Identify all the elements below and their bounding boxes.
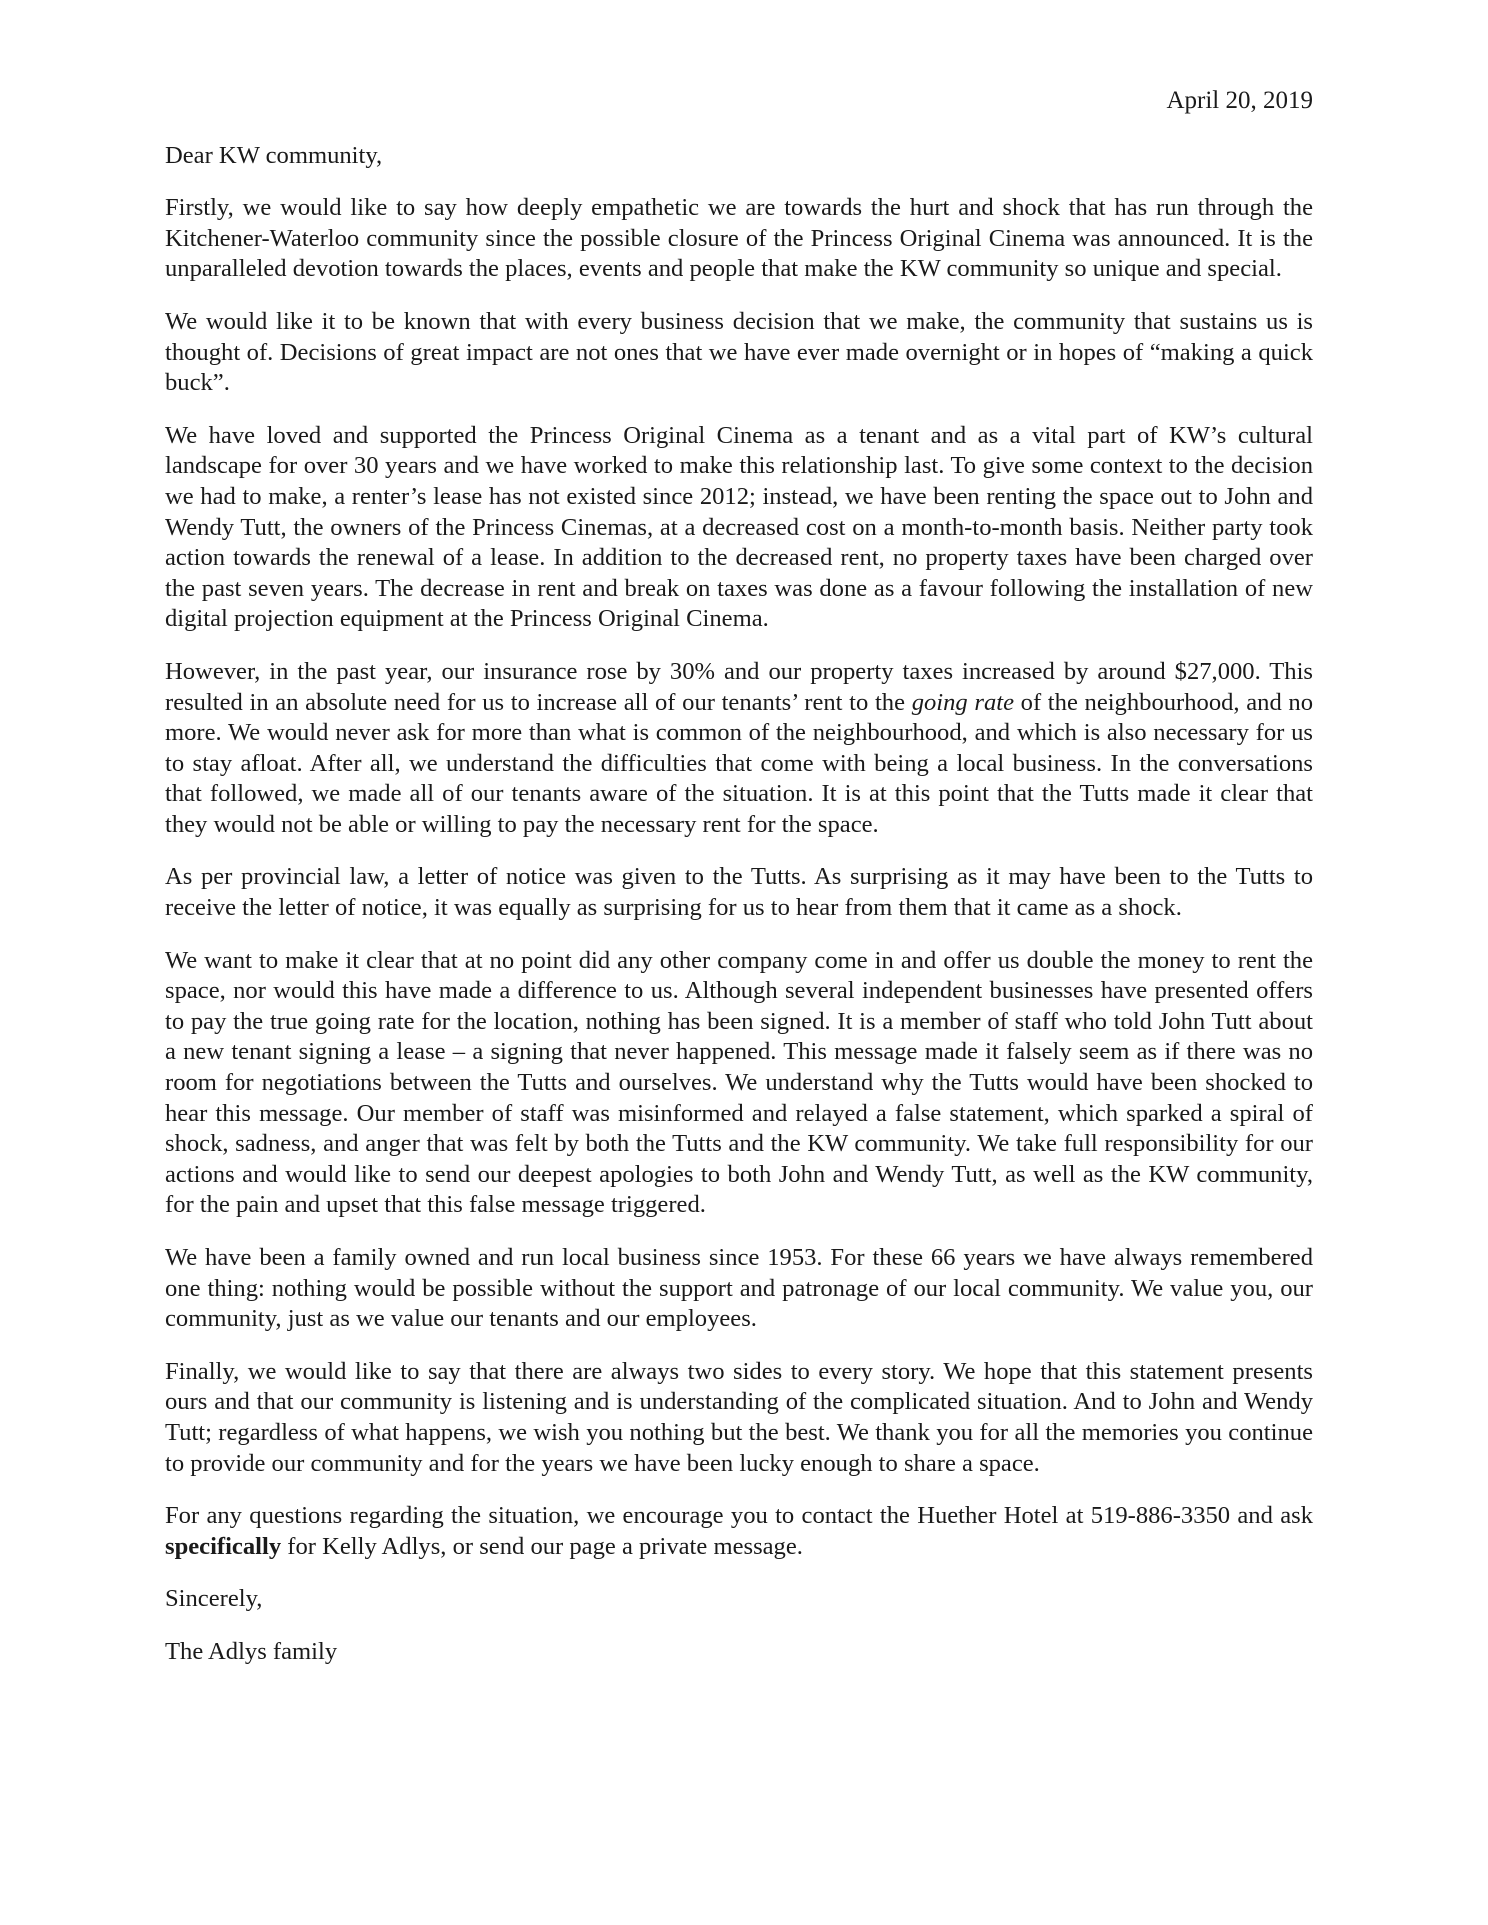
salutation: Dear KW community,	[165, 141, 383, 169]
paragraph-8: Finally, we would like to say that there are always two sides to every story. We hope that this statement presents ours and that our community is listening and is understanding of the complicated situation. And to John and Wendy Tutt; regardless of what happens, we wish you nothing but the best. We thank you for all the memories you continue to provide our community and for the years we have been lucky enough to share a space.	[165, 1357, 1313, 1477]
signature: The Adlys family	[165, 1637, 338, 1665]
paragraph-7: We have been a family owned and run local business since 1953. For these 66 years we have always remembered one thing: nothing would be possible without the support and patronage of our local community. We value you, our community, just as we value our tenants and our employees.	[165, 1244, 1313, 1333]
paragraph-1: Firstly, we would like to say how deeply empathetic we are towards the hurt and shock that has run through the Kitchener-Waterloo community since the possible closure of the Princess Original Cinema was announced. It is the unparalleled devotion towards the places, events and people that make the KW community so unique and special.	[165, 194, 1313, 283]
paragraph-5: As per provincial law, a letter of notice was given to the Tutts. As surprising as it may have been to the Tutts to receive the letter of notice, it was equally as surprising for us to hear from them that it came as a shock.	[165, 863, 1313, 922]
paragraph-9-text-a: For any questions regarding the situation, we encourage you to contact the Huether Hotel at 519-886-3350 and ask	[165, 1502, 1313, 1530]
paragraph-4	[165, 657, 1313, 841]
paragraph-9-text-b: for Kelly Adlys, or send our page a private message.	[281, 1532, 803, 1560]
letter-body	[165, 86, 1313, 1668]
paragraph-9-emphasis: specifically	[165, 1532, 282, 1560]
paragraph-6: We want to make it clear that at no point did any other company come in and offer us double the money to rent the space, nor would this have made a difference to us. Although several independent businesses have presented offers to pay the true going rate for the location, nothing has been signed. It is a member of staff who told John Tutt about a new tenant signing a lease – a signing that never happened. This message made it falsely seem as if there was no room for negotiations between the Tutts and ourselves. We understand why the Tutts would have been shocked to hear this message. Our member of staff was misinformed and relayed a false statement, which sparked a spiral of shock, sadness, and anger that was felt by both the Tutts and the KW community. We take full responsibility for our actions and would like to send our deepest apologies to both John and Wendy Tutt, as well as the KW community, for the pain and upset that this false message triggered.	[165, 946, 1313, 1219]
letter-date: April 20, 2019	[1166, 87, 1313, 114]
paragraph-4-emphasis: going rate	[911, 688, 1014, 716]
paragraph-4-text-b: of the neighbourhood, and no more. We would never ask for more than what is common of the neighbourhood, and which is also necessary for us to stay afloat. After all, we understand the difficulties that come with being a local business. In the conversations that followed, we made all of our tenants aware of the situation. It is at this point that the Tutts made it clear that they would not be able or willing to pay the necessary rent for the space.	[165, 688, 1313, 838]
paragraph-2: We would like it to be known that with every business decision that we make, the community that sustains us is thought of. Decisions of great impact are not ones that we have ever made overnight or in hopes of “making a quick buck”.	[165, 307, 1313, 397]
paragraph-9	[165, 1501, 1313, 1562]
paragraph-3: We have loved and supported the Princess Original Cinema as a tenant and as a vital part of KW’s cultural landscape for over 30 years and we have worked to make this relationship last. To give some context to the decision we had to make, a renter’s lease has not existed since 2012; instead, we have been renting the space out to John and Wendy Tutt, the owners of the Princess Cinemas, at a decreased cost on a month-to-month basis. Neither party took action towards the renewal of a lease. In addition to the decreased rent, no property taxes have been charged over the past seven years. The decrease in rent and break on taxes was done as a favour following the installation of new digital projection equipment at the Princess Original Cinema.	[165, 421, 1313, 633]
closing: Sincerely,	[165, 1585, 263, 1613]
paragraph-4-text-a: However, in the past year, our insurance rose by 30% and our property taxes increased by around $27,000. This resulted in an absolute need for us to increase all of our tenants’ rent to the	[165, 657, 1313, 716]
